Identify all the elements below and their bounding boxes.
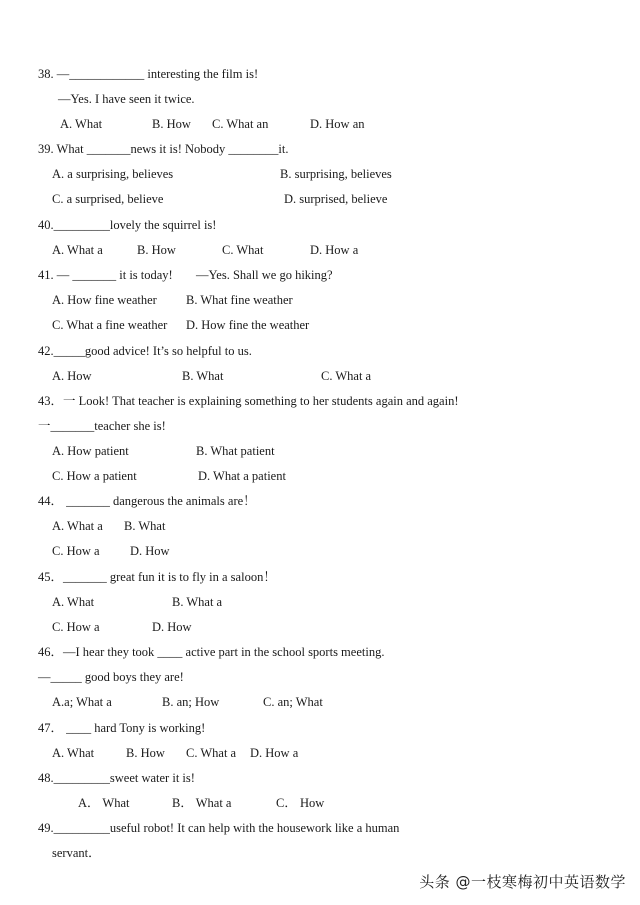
option-41-d: D. How fine the weather bbox=[186, 318, 310, 332]
option-40-a: A. What a bbox=[52, 243, 103, 257]
option-43-b: B. What patient bbox=[196, 444, 275, 458]
option-42-c: C. What a bbox=[321, 369, 372, 383]
question-38-stem: 38. —____________ interesting the film is! bbox=[38, 67, 259, 81]
option-39-d: D. surprised, believe bbox=[284, 192, 388, 206]
option-45-a: A. What bbox=[52, 595, 95, 609]
option-44-d: D. How bbox=[130, 544, 170, 558]
option-38-b: B. How bbox=[152, 117, 191, 131]
option-47-a: A. What bbox=[52, 746, 95, 760]
option-43-d: D. What a patient bbox=[198, 469, 286, 483]
question-40-stem: 40._________lovely the squirrel is! bbox=[38, 218, 217, 232]
option-45-b: B. What a bbox=[172, 595, 223, 609]
option-48-c: C． How bbox=[276, 796, 325, 810]
question-47-stem: 47． ____ hard Tony is working! bbox=[38, 721, 206, 735]
option-47-d: D. How a bbox=[250, 746, 299, 760]
option-43-c: C. How a patient bbox=[52, 469, 137, 483]
watermark-text: 头条 @一枝寒梅初中英语数学 bbox=[419, 873, 626, 891]
question-49-stem: 49._________useful robot! It can help with the housework like a human bbox=[38, 821, 400, 835]
question-41-stem: 41. — _______ it is today! bbox=[38, 268, 173, 282]
option-44-a: A. What a bbox=[52, 519, 103, 533]
option-43-a: A. How patient bbox=[52, 444, 129, 458]
question-49-continuation: servant． bbox=[52, 846, 101, 860]
option-48-b: B． What a bbox=[172, 796, 232, 810]
option-47-c: C. What a bbox=[186, 746, 237, 760]
option-46-b: B. an; How bbox=[162, 695, 220, 709]
option-45-c: C. How a bbox=[52, 620, 100, 634]
question-38-reply: —Yes. I have seen it twice. bbox=[58, 92, 195, 106]
option-39-a: A. a surprising, believes bbox=[52, 167, 174, 181]
option-40-b: B. How bbox=[137, 243, 176, 257]
option-38-c: C. What an bbox=[212, 117, 269, 131]
option-47-b: B. How bbox=[126, 746, 165, 760]
option-41-a: A. How fine weather bbox=[52, 293, 157, 307]
question-43-reply: 一_______teacher she is! bbox=[38, 419, 166, 433]
question-41-reply: —Yes. Shall we go hiking? bbox=[196, 268, 333, 282]
question-46-reply: —_____ good boys they are! bbox=[38, 670, 184, 684]
option-45-d: D. How bbox=[152, 620, 192, 634]
question-44-stem: 44． _______ dangerous the animals are！ bbox=[38, 494, 256, 508]
question-46-stem: 46．—I hear they took ____ active part in the school sports meeting. bbox=[38, 645, 385, 659]
option-39-b: B. surprising, believes bbox=[280, 167, 392, 181]
option-48-a: A． What bbox=[78, 796, 130, 810]
option-42-a: A. How bbox=[52, 369, 92, 383]
question-45-stem: 45．_______ great fun it is to fly in a saloon！ bbox=[38, 570, 276, 584]
option-40-c: C. What bbox=[222, 243, 264, 257]
option-41-c: C. What a fine weather bbox=[52, 318, 168, 332]
option-46-c: C. an; What bbox=[263, 695, 323, 709]
question-42-stem: 42._____good advice! It’s so helpful to us. bbox=[38, 344, 252, 358]
option-42-b: B. What bbox=[182, 369, 224, 383]
option-40-d: D. How a bbox=[310, 243, 359, 257]
option-39-c: C. a surprised, believe bbox=[52, 192, 164, 206]
option-41-b: B. What fine weather bbox=[186, 293, 293, 307]
question-39-stem: 39. What _______news it is! Nobody ________it. bbox=[38, 142, 289, 156]
question-43-stem: 43．一 Look! That teacher is explaining something to her students again and again! bbox=[38, 394, 459, 408]
option-46-a: A.a; What a bbox=[52, 695, 112, 709]
option-38-d: D. How an bbox=[310, 117, 365, 131]
option-44-b: B. What bbox=[124, 519, 166, 533]
option-38-a: A. What bbox=[60, 117, 103, 131]
option-44-c: C. How a bbox=[52, 544, 100, 558]
question-48-stem: 48._________sweet water it is! bbox=[38, 771, 195, 785]
